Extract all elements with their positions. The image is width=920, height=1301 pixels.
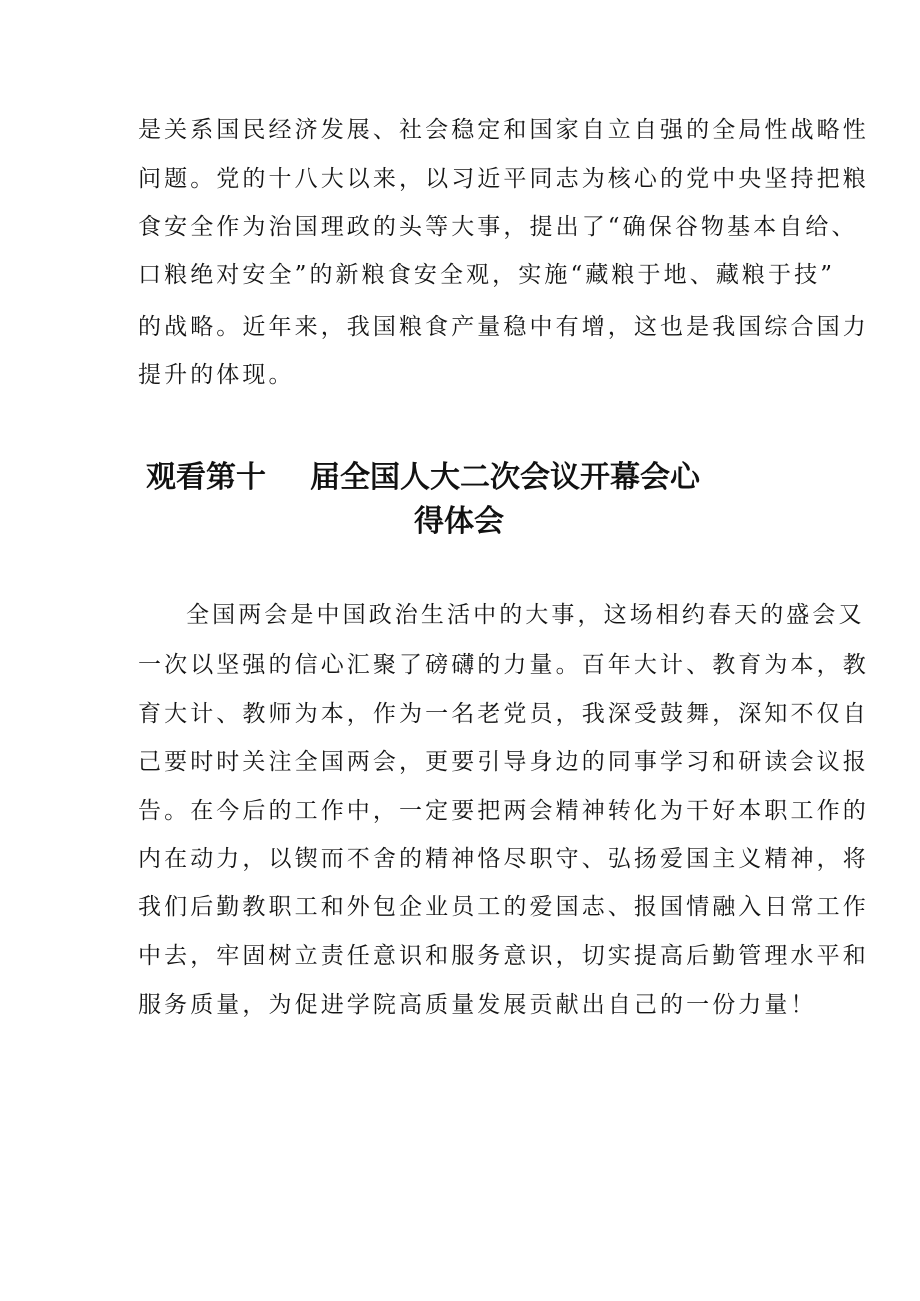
paragraph-line: 的战略。近年来，我国粮食产量稳中有增，这也是我国综合国力 <box>138 314 869 340</box>
title-line-1 <box>146 459 700 497</box>
title-line-2: 得体会 <box>414 504 504 539</box>
title-line-1-start: 观看第十 <box>146 460 266 495</box>
paragraph-line: 育大计、教师为本，作为一名老党员，我深受鼓舞，深知不仅自 <box>138 701 869 727</box>
paragraph-line: 口粮绝对安全”的新粮食安全观，实施“藏粮于地、藏粮于技” <box>138 262 836 288</box>
paragraph-line: 一次以坚强的信心汇聚了磅礴的力量。百年大计、教育为本，教 <box>138 652 869 678</box>
paragraph-line: 食安全作为治国理政的头等大事，提出了“确保谷物基本自给、 <box>138 214 858 240</box>
paragraph-line: 中去，牢固树立责任意识和服务意识，切实提高后勤管理水平和 <box>138 943 869 969</box>
title-line-1-end: 届全国人大二次会议开幕会心 <box>310 460 700 495</box>
paragraph-line: 告。在今后的工作中，一定要把两会精神转化为干好本职工作的 <box>138 798 869 824</box>
paragraph-line: 内在动力，以锲而不舍的精神恪尽职守、弘扬爱国主义精神，将 <box>138 846 869 872</box>
paragraph-line: 是关系国民经济发展、社会稳定和国家自立自强的全局性战略性 <box>138 117 869 143</box>
paragraph-line: 问题。党的十八大以来，以习近平同志为核心的党中央坚持把粮 <box>138 166 869 192</box>
paragraph-line: 己要时时关注全国两会，更要引导身边的同事学习和研读会议报 <box>138 749 869 775</box>
paragraph-line: 全国两会是中国政治生活中的大事，这场相约春天的盛会又 <box>186 602 865 628</box>
paragraph-line: 提升的体现。 <box>138 362 295 388</box>
paragraph-line: 我们后勤教职工和外包企业员工的爱国志、报国情融入日常工作 <box>138 894 869 920</box>
paragraph-line: 服务质量，为促进学院高质量发展贡献出自己的一份力量！ <box>138 992 817 1018</box>
